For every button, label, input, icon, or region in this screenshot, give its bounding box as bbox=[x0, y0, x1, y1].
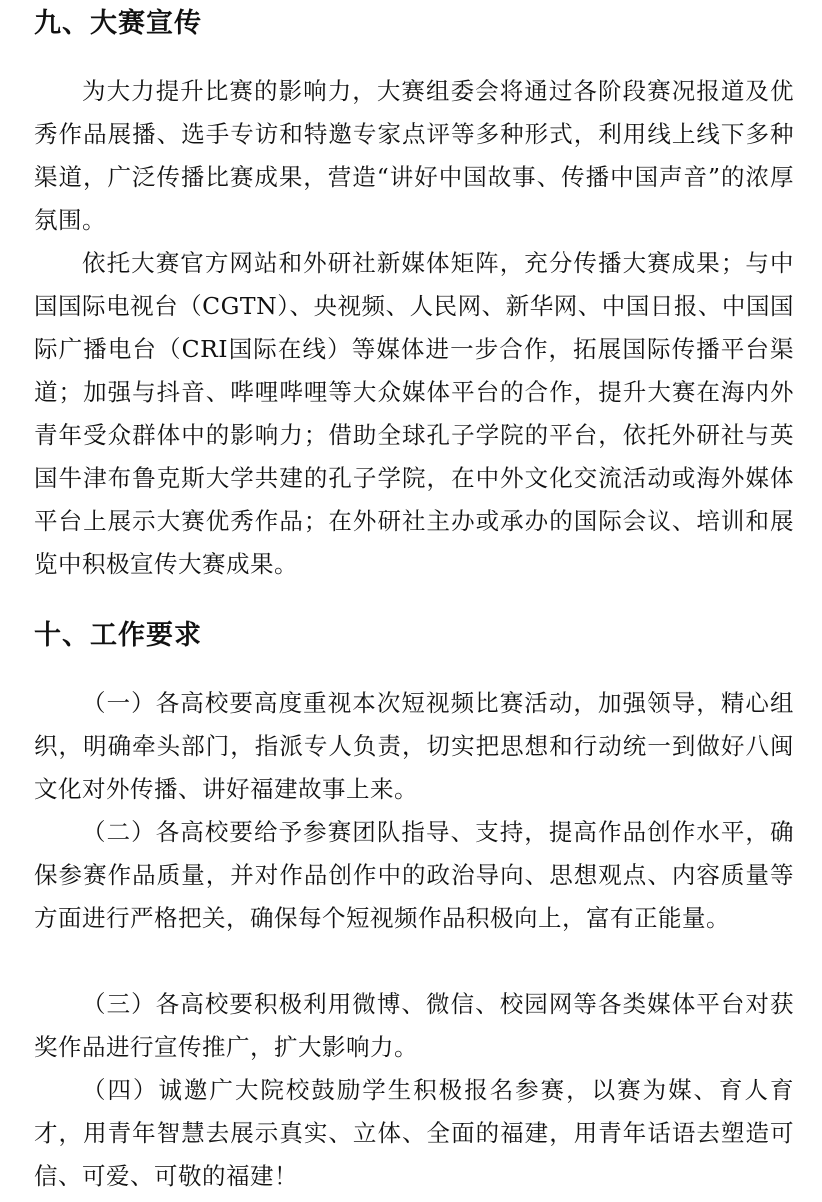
section-10-item-2: （二）各高校要给予参赛团队指导、支持，提高作品创作水平，确保参赛作品质量，并对作品创作中的政治导向、思想观点、内容质量等方面进行严格把关，确保每个短视频作品积极向上，富有正能量。 bbox=[34, 818, 794, 932]
section-9-paragraph-2: 依托大赛官方网站和外研社新媒体矩阵，充分传播大赛成果；与中国国际电视台（CGTN）、央视频、人民网、新华网、中国日报、中国国际广播电台（CRI国际在线）等媒体进一步合作，拓展国际传播平台渠道；加强与抖音、哔哩哔哩等大众媒体平台的合作，提升大赛在海内外青年受众群体中的影响力；借助全球孔子学院的平台，依托外研社与英国牛津布鲁克斯大学共建的孔子学院，在中外文化交流活动或海外媒体平台上展示大赛优秀作品；在外研社主办或承办的国际会议、培训和展览中积极宣传大赛成果。 bbox=[34, 249, 794, 578]
section-10-item-4: （四）诚邀广大院校鼓励学生积极报名参赛，以赛为媒、育人育才，用青年智慧去展示真实、立体、全面的福建，用青年话语去塑造可信、可爱、可敬的福建！ bbox=[34, 1076, 794, 1190]
section-9-paragraph-1: 为大力提升比赛的影响力，大赛组委会将通过各阶段赛况报道及优秀作品展播、选手专访和特邀专家点评等多种形式，利用线上线下多种渠道，广泛传播比赛成果，营造“讲好中国故事、传播中国声音”的浓厚氛围。 bbox=[34, 77, 794, 234]
section-10-heading: 十、工作要求 bbox=[34, 620, 202, 651]
section-10-item-3: （三）各高校要积极利用微博、微信、校园网等各类媒体平台对获奖作品进行宣传推广，扩大影响力。 bbox=[34, 990, 794, 1061]
section-10-item-1: （一）各高校要高度重视本次短视频比赛活动，加强领导，精心组织，明确牵头部门，指派专人负责，切实把思想和行动统一到做好八闽文化对外传播、讲好福建故事上来。 bbox=[34, 689, 794, 803]
section-9-heading: 九、大赛宣传 bbox=[34, 8, 202, 39]
